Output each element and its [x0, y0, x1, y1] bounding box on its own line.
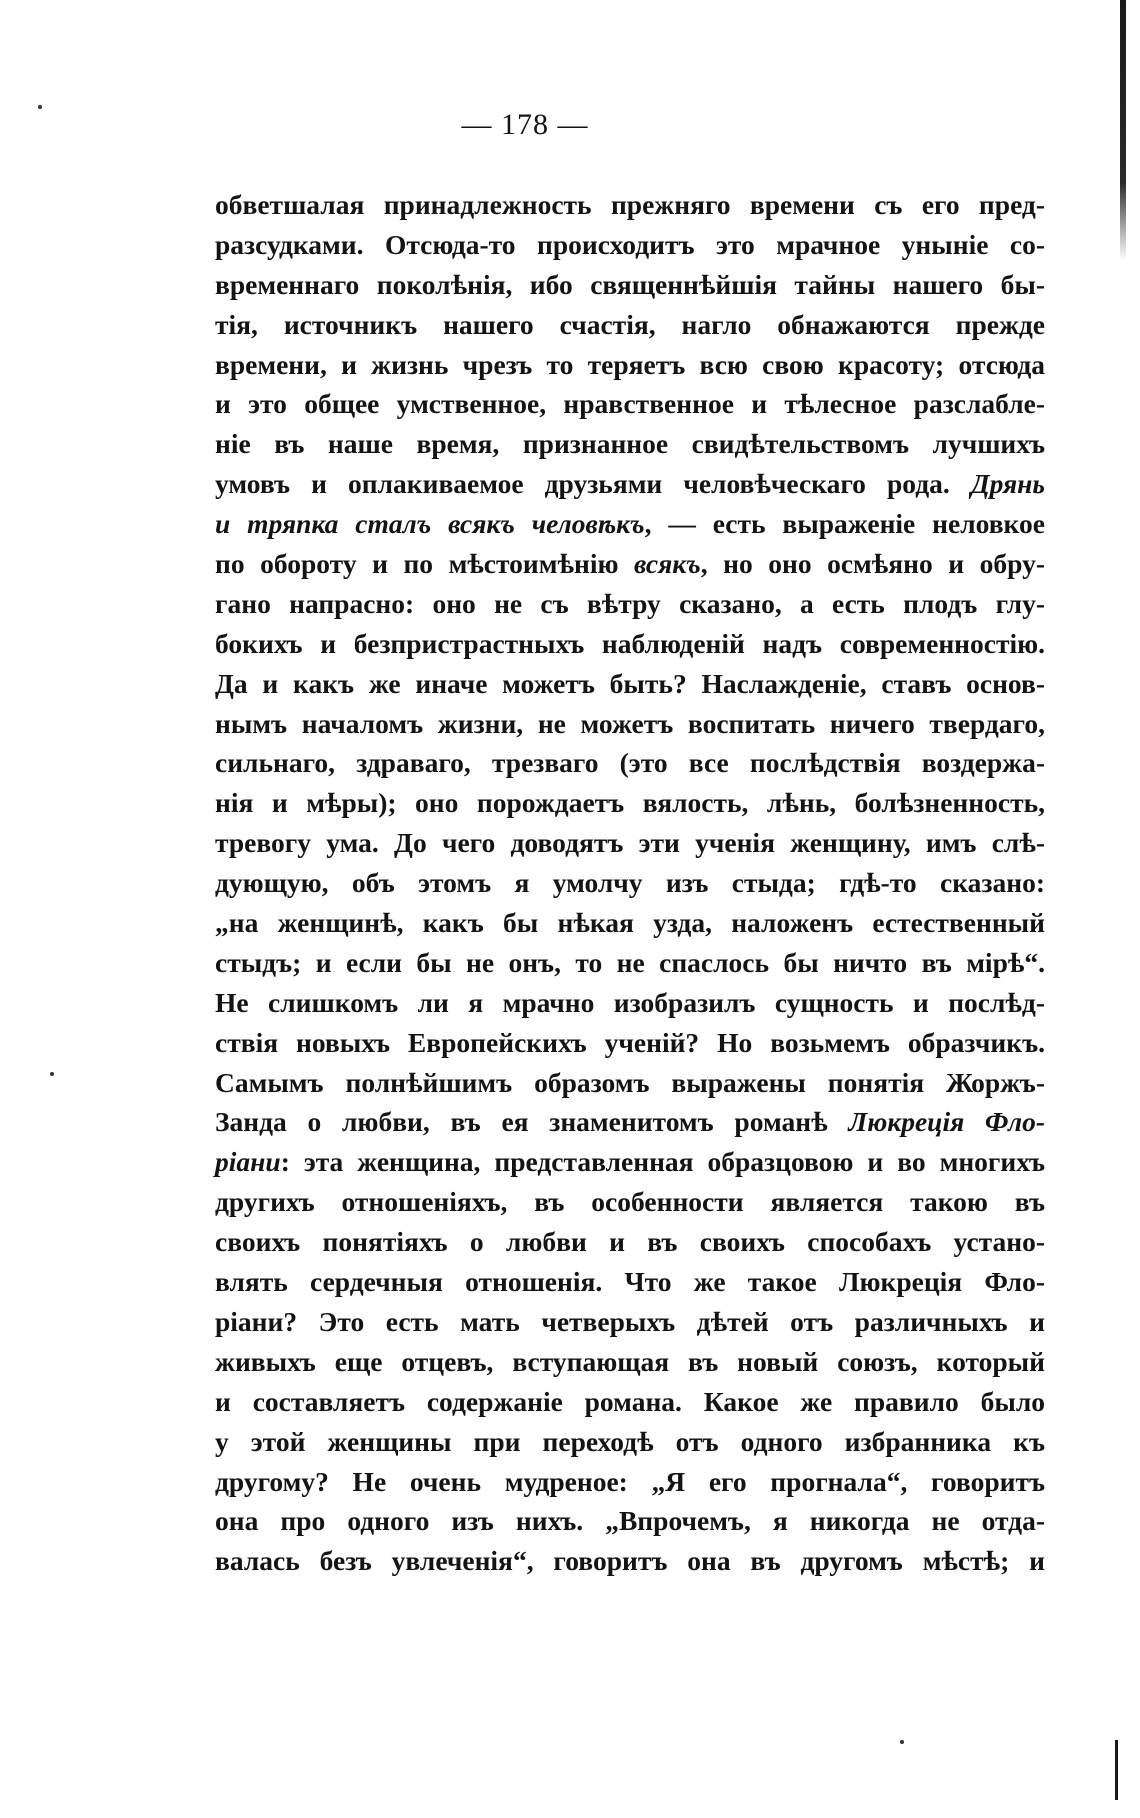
text-line: валась безъ увлеченія“, говоритъ она въ другомъ мѣстѣ; и — [215, 1545, 1045, 1577]
italic-phrase: всякъ — [634, 548, 701, 580]
text-line: времени, и жизнь чрезъ то теряетъ всю свою красоту; отсюда — [215, 348, 1045, 380]
text-line: обветшалая принадлежность прежняго времени съ его пред- — [215, 189, 1045, 220]
text-line: разсудками. Отсюда-то происходитъ это мрачное уныніе со- — [215, 228, 1045, 260]
text-line: дующую, объ этомъ я умолчу изъ стыда; гдѣ-то сказано: — [215, 867, 1045, 899]
text-line: и это общее умственное, нравственное и тѣлесное разслабле- — [215, 388, 1045, 420]
page-edge-mark — [1115, 1740, 1118, 1800]
text-line: сильнаго, здраваго, трезваго (это все послѣдствія воздержа- — [215, 747, 1045, 779]
body-text — [215, 185, 1045, 1581]
text-line: по обороту и по мѣстоимѣнію всякъ, но оно осмѣяно и обру- — [215, 548, 1045, 580]
italic-phrase: Дрянь — [970, 468, 1045, 500]
text-line: другому? Не очень мудреное: „Я его прогнала“, говоритъ — [215, 1465, 1045, 1497]
text-line: стыдъ; и если бы не онъ, то не спаслось бы ничто въ мірѣ“. — [215, 946, 1045, 978]
text-line: и тряпка сталъ всякъ человѣкъ, — есть выраженіе неловкое — [215, 508, 1045, 540]
text-line: нымъ началомъ жизни, не можетъ воспитать ничего твердаго, — [215, 707, 1045, 739]
italic-phrase: Люкреція Фло- — [848, 1106, 1046, 1138]
text-line: она про одного изъ нихъ. „Впрочемъ, я никогда не отда- — [215, 1505, 1045, 1537]
text-line: тія, источникъ нашего счастія, нагло обнажаются прежде — [215, 308, 1045, 340]
text-line: „на женщинѣ, какъ бы нѣкая узда, наложенъ естественный — [215, 907, 1045, 939]
text-line: Занда о любви, въ ея знаменитомъ романѣ Люкреція Фло- — [215, 1106, 1046, 1138]
text-line: Не слишкомъ ли я мрачно изобразилъ сущность и послѣд- — [215, 986, 1045, 1018]
text-line: ствія новыхъ Европейскихъ ученій? Но возьмемъ образчикъ. — [215, 1026, 1045, 1058]
italic-phrase: ріани — [215, 1146, 281, 1178]
text-line: гано напрасно: оно не съ вѣтру сказано, а есть плодъ глу- — [215, 587, 1045, 619]
text-line: умовъ и оплакиваемое друзьями человѣческаго рода. Дрянь — [215, 468, 1045, 500]
text-line: у этой женщины при переходѣ отъ одного избранника къ — [215, 1425, 1045, 1457]
italic-phrase: и тряпка сталъ всякъ человѣкъ — [215, 508, 645, 540]
text-line: другихъ отношеніяхъ, въ особенности является такою въ — [215, 1186, 1045, 1218]
text-line: и составляетъ содержаніе романа. Какое же правило было — [215, 1385, 1045, 1417]
text-line: своихъ понятіяхъ о любви и въ своихъ способахъ устано- — [215, 1226, 1045, 1258]
text-line: ріани? Это есть мать четверыхъ дѣтей отъ различныхъ и — [215, 1305, 1045, 1337]
page-edge-shadow — [1120, 0, 1126, 260]
scan-speck — [50, 1072, 54, 1076]
text-line: нія и мѣры); оно порождаетъ вялость, лѣнь, болѣзненность, — [215, 787, 1045, 819]
text-line: ріани: эта женщина, представленная образцовою и во многихъ — [215, 1146, 1045, 1178]
text-line: ніе въ наше время, признанное свидѣтельствомъ лучшихъ — [215, 428, 1045, 460]
text-line: Да и какъ же иначе можетъ быть? Наслажденіе, ставъ основ- — [215, 667, 1045, 699]
text-line: бокихъ и безпристрастныхъ наблюденій надъ современностію. — [215, 627, 1045, 659]
text-line: влять сердечныя отношенія. Что же такое Люкреція Фло- — [215, 1266, 1045, 1298]
scan-speck — [900, 1740, 904, 1744]
page-number: — 178 — — [461, 108, 589, 141]
text-line: тревогу ума. До чего доводятъ эти ученія женщину, имъ слѣ- — [215, 827, 1045, 859]
text-line: живыхъ еще отцевъ, вступающая въ новый союзъ, который — [215, 1345, 1045, 1377]
text-line: временнаго поколѣнія, ибо священнѣйшія тайны нашего бы- — [215, 268, 1045, 300]
text-line: Самымъ полнѣйшимъ образомъ выражены понятія Жоржъ- — [215, 1066, 1045, 1098]
